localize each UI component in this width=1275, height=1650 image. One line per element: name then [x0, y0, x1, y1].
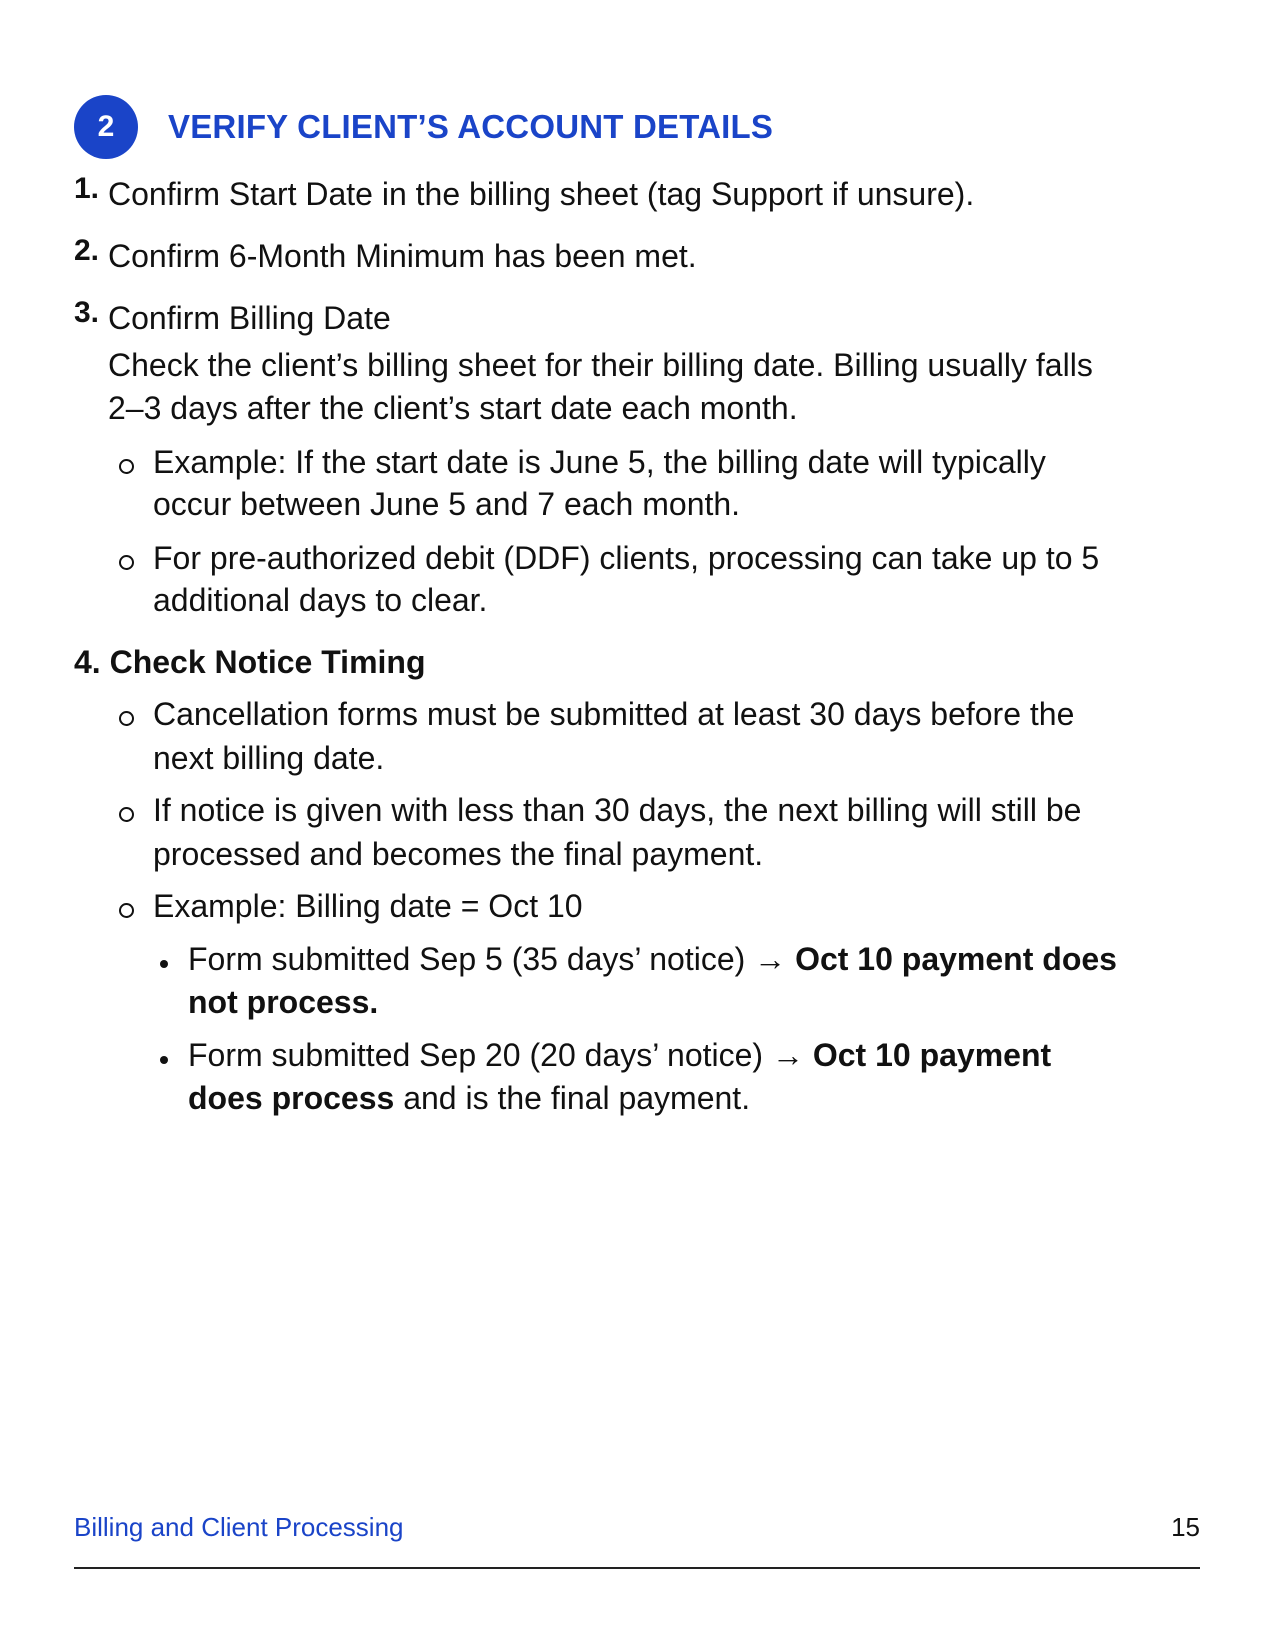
section-header	[74, 95, 773, 159]
circle-bullet-icon	[119, 555, 134, 570]
item-3-text: Confirm Billing Date	[108, 300, 391, 336]
item-3-sub-1-line-2: occur between June 5 and 7 each month.	[153, 486, 741, 522]
item-3-sub-2-line-1: For pre-authorized debit (DDF) clients, processing can take up to 5	[153, 540, 1100, 576]
circle-bullet-icon	[119, 807, 134, 822]
item-3-desc-line-2: 2–3 days after the client’s start date each month.	[108, 390, 798, 426]
item-1-text: Confirm Start Date in the billing sheet (tag Support if unsure).	[108, 176, 975, 212]
example-2-line-2	[188, 1076, 750, 1120]
item-3-sub-2-line-2: additional days to clear.	[153, 582, 488, 618]
item-1-number: 1.	[74, 172, 100, 205]
item-3-number: 3.	[74, 296, 100, 329]
footer-title: Billing and Client Processing	[74, 1512, 404, 1542]
item-2-text: Confirm 6-Month Minimum has been met.	[108, 238, 697, 274]
example-2-bold-1: Oct 10 payment	[812, 1037, 1052, 1073]
circle-bullet-icon	[119, 711, 134, 726]
example-2-tail: and is the final payment.	[394, 1080, 751, 1116]
item-2-number: 2.	[74, 234, 100, 267]
example-2-plain: Form submitted Sep 20 (20 days’ notice) →	[188, 1037, 813, 1073]
example-1-line-1	[188, 937, 1117, 981]
footer-divider	[74, 1567, 1200, 1569]
dot-bullet-icon	[160, 1056, 168, 1064]
item-4-number: 4.	[74, 644, 101, 680]
circle-bullet-icon	[119, 459, 134, 474]
item-4-sub-3-line-1: Example: Billing date = Oct 10	[153, 888, 583, 924]
section-title: VERIFY CLIENT’S ACCOUNT DETAILS	[168, 108, 774, 145]
example-2-bold-2: does process	[188, 1080, 395, 1116]
example-1-plain: Form submitted Sep 5 (35 days’ notice) →	[188, 941, 796, 977]
section-number-badge: 2	[74, 95, 138, 159]
page-number: 15	[1171, 1512, 1200, 1542]
example-2-line-1	[188, 1033, 1051, 1077]
circle-bullet-icon	[119, 903, 134, 918]
item-4-sub-1-line-1: Cancellation forms must be submitted at least 30 days before the	[153, 696, 1075, 732]
item-4-sub-2-line-1: If notice is given with less than 30 days, the next billing will still be	[153, 792, 1082, 828]
item-4-sub-2-line-2: processed and becomes the final payment.	[153, 836, 764, 872]
dot-bullet-icon	[160, 960, 168, 968]
item-4-title: Check Notice Timing	[109, 644, 426, 680]
item-4-sub-1-line-2: next billing date.	[153, 740, 385, 776]
item-4-heading	[74, 640, 426, 684]
example-1-bold-1: Oct 10 payment does	[795, 941, 1117, 977]
example-1-bold-2: not process.	[188, 984, 379, 1020]
item-3-desc-line-1: Check the client’s billing sheet for their billing date. Billing usually falls	[108, 347, 1093, 383]
item-3-sub-1-line-1: Example: If the start date is June 5, the billing date will typically	[153, 444, 1046, 480]
